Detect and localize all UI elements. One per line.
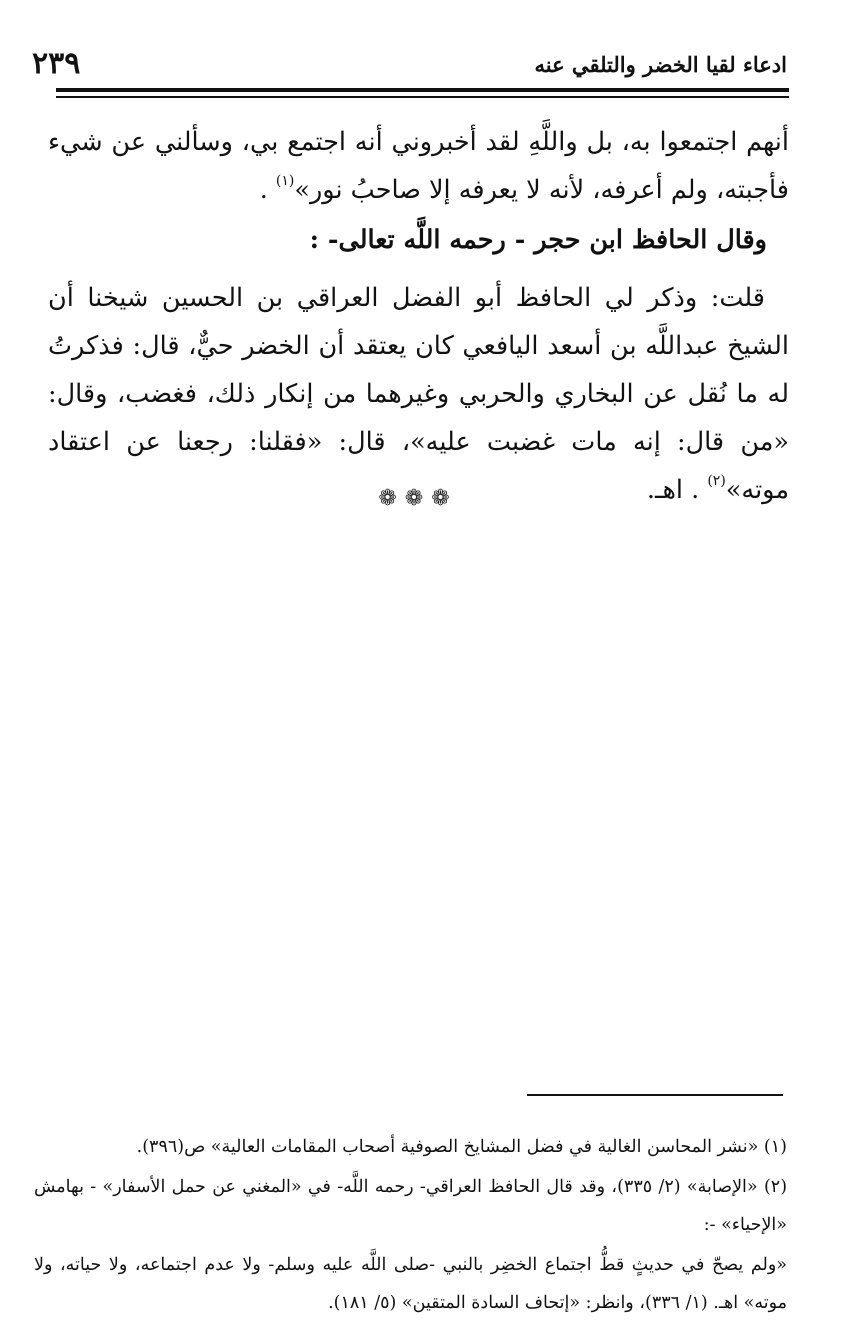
running-title: ادعاء لقيا الخضر والتلقي عنه <box>534 52 787 77</box>
paragraph-2-end: . اهـ. <box>646 475 708 505</box>
footnote-rule <box>527 1094 783 1096</box>
main-text <box>48 118 789 514</box>
footnotes <box>34 1128 787 1322</box>
header-rule-thin <box>56 96 789 98</box>
footnote-2: (٢) «الإصابة» (٢/ ٣٣٥)، وقد قال الحافظ العراقي- رحمه اللَّه- في «المغني عن حمل الأسفار» - بهامش «الإحياء» -: <box>34 1177 788 1235</box>
footnote-2-quote: «ولم يصحّ في حديثٍ قطُّ اجتماع الخضِر بالنبي -صلى اللَّه عليه وسلم- ولا عدم اجتماعه، ولا حياته، ولا موته» اهـ. (١/ ٣٣٦)، وانظر: «إتحاف السادة المتقين» (٥/ ١٨١). <box>34 1255 787 1313</box>
paragraph-1 <box>48 118 789 214</box>
page-number: ٢٣٩ <box>32 46 81 81</box>
page-header <box>32 40 787 86</box>
footnote-ref-2[interactable]: (٢) <box>707 473 726 489</box>
ornament-separator: ❁❁❁ <box>378 486 458 511</box>
footnote-1: (١) «نشر المحاسن الغالية في فضل المشايخ الصوفية أصحاب المقامات العالية» ص(٣٩٦). <box>136 1137 787 1157</box>
paragraph-2 <box>48 274 789 514</box>
section-heading: وقال الحافظ ابن حجر - رحمه اللَّه تعالى- : <box>309 225 767 255</box>
paragraph-2-text: قلت: وذكر لي الحافظ أبو الفضل العراقي بن الحسين شيخنا أن الشيخ عبداللَّه بن أسعد اليافعي كان يعتقد أن الخضر حيٌّ، قال: فذكرتُ له ما نُقل عن البخاري والحربي وغيرهما من إنكار ذلك، فغضب، وقال: «من قال: إنه مات غضبت عليه»، قال: «فقلنا: رجعنا عن اعتقاد موته» <box>48 283 789 505</box>
footnote-ref-1[interactable]: (١) <box>275 173 295 189</box>
header-rule-thick <box>56 88 789 92</box>
paragraph-1-end: . <box>259 175 276 205</box>
paragraph-1-text: أنهم اجتمعوا به، بل واللَّهِ لقد أخبروني أنه اجتمع بي، وسألني عن شيء فأجبته، ولم أعرفه، لأنه لا يعرفه إلا صاحبُ نور» <box>48 127 789 205</box>
